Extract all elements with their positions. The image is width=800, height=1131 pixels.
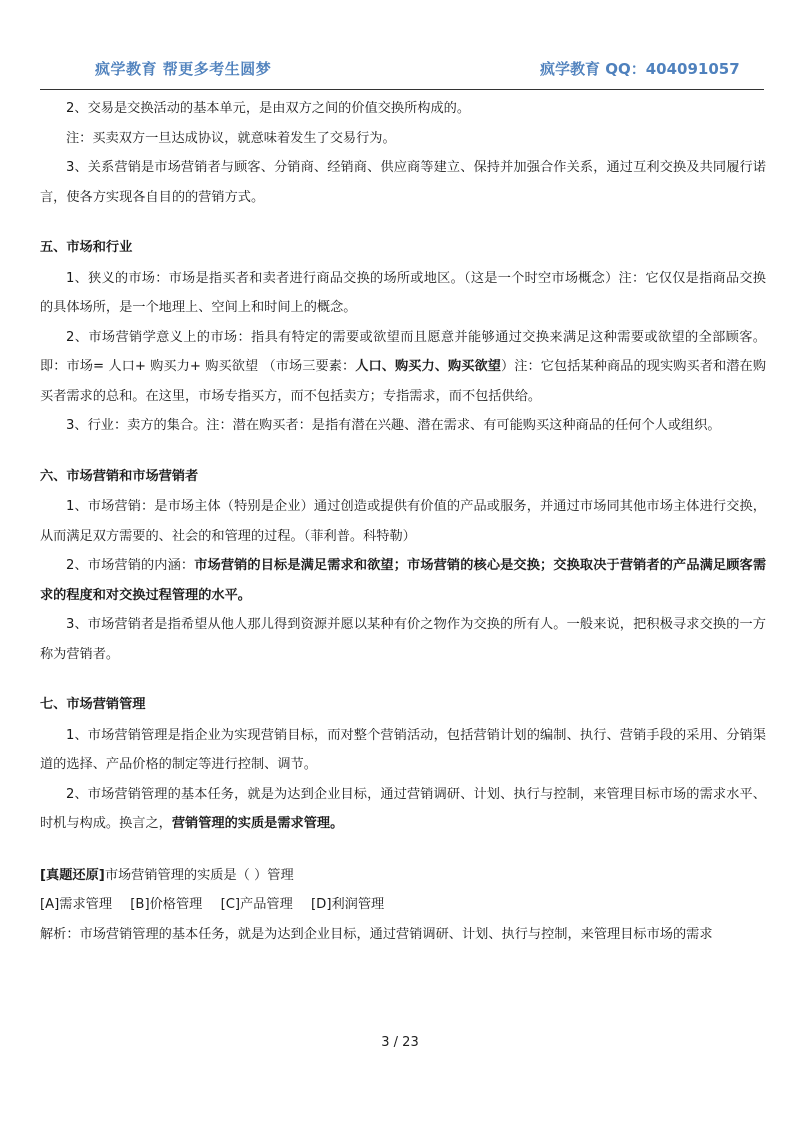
paragraph: 1、市场营销：是市场主体（特别是企业）通过创造或提供有价值的产品或服务，并通过市场同其他市场主体进行交换，从而满足双方需要的、社会的和管理的过程。（菲利普。科特勒）: [40, 499, 766, 544]
paragraph: 2、交易是交换活动的基本单元，是由双方之间的价值交换所构成的。: [66, 101, 471, 116]
paragraph: 1、市场营销管理是指企业为实现营销目标，而对整个营销活动，包括营销计划的编制、执行、营销手段的采用、分销渠道的选择、产品价格的制定等进行控制、调节。: [40, 727, 766, 772]
paragraph: 3、市场营销者是指希望从他人那儿得到资源并愿以某种有价之物作为交换的所有人。一般来说，把积极寻求交换的一方称为营销者。: [40, 617, 766, 662]
paragraph: 2、市场营销管理的基本任务，就是为达到企业目标，通过营销调研、计划、执行与控制，来管理目标市场的需求水平、时机与构成。换言之，营销管理的实质是需求管理。: [40, 786, 766, 831]
note: 注：买卖双方一旦达成协议，就意味着发生了交易行为。: [66, 130, 396, 146]
document-body: [40, 94, 766, 949]
section-heading: 六、市场营销和市场营销者: [40, 468, 199, 484]
option-c: [C]产品管理: [220, 897, 293, 912]
header-contact: 疯学教育 QQ：404091057: [540, 60, 740, 78]
paragraph: 1、狭义的市场：市场是指买者和卖者进行商品交换的场所或地区。（这是一个时空市场概念）注：它仅仅是指商品交换的具体场所，是一个地理上、空间上和时间上的概念。: [40, 270, 766, 315]
paragraph: 2、市场营销的内涵：市场营销的目标是满足需求和欲望；市场营销的核心是交换；交换取决于营销者的产品满足顾客需求的程度和对交换过程管理的水平。: [40, 558, 767, 603]
header-slogan: 疯学教育 帮更多考生圆梦: [95, 60, 272, 78]
question-analysis: 解析：市场营销管理的基本任务，就是为达到企业目标，通过营销调研、计划、执行与控制，来管理目标市场的需求: [40, 926, 713, 942]
option-d: [D]利润管理: [311, 897, 385, 912]
section-heading: 五、市场和行业: [40, 240, 133, 255]
header-divider: [40, 89, 764, 90]
option-b: [B]价格管理: [130, 897, 203, 912]
section-heading: 七、市场营销管理: [40, 697, 146, 712]
question-tag: [真题还原]: [40, 867, 105, 883]
page-number: 3 / 23: [381, 1035, 419, 1050]
paragraph: 2、市场营销学意义上的市场：指具有特定的需要或欲望而且愿意并能够通过交换来满足这种需要或欲望的全部顾客。即：市场= 人口+ 购买力+ 购买欲望 （市场三要素：人口、购买力、购买欲望）注：它包括某种商品的现实购买者和潜在购买者需求的总和。在这里，市场专指买方，而不包括卖方；专指需求，而不包括供给。: [40, 329, 767, 404]
paragraph: 3、行业：卖方的集合。注：潜在购买者：是指有潜在兴趣、潜在需求、有可能购买这种商品的任何个人或组织。: [66, 418, 721, 433]
question-stem: [真题还原]市场营销管理的实质是（ ）管理: [40, 867, 294, 883]
option-a: [A]需求管理: [40, 897, 113, 912]
page-header: [0, 0, 800, 92]
paragraph: 3、关系营销是市场营销者与顾客、分销商、经销商、供应商等建立、保持并加强合作关系，通过互利交换及共同履行诺言，使各方实现各自目的的营销方式。: [40, 160, 766, 205]
question-options: [40, 890, 766, 920]
